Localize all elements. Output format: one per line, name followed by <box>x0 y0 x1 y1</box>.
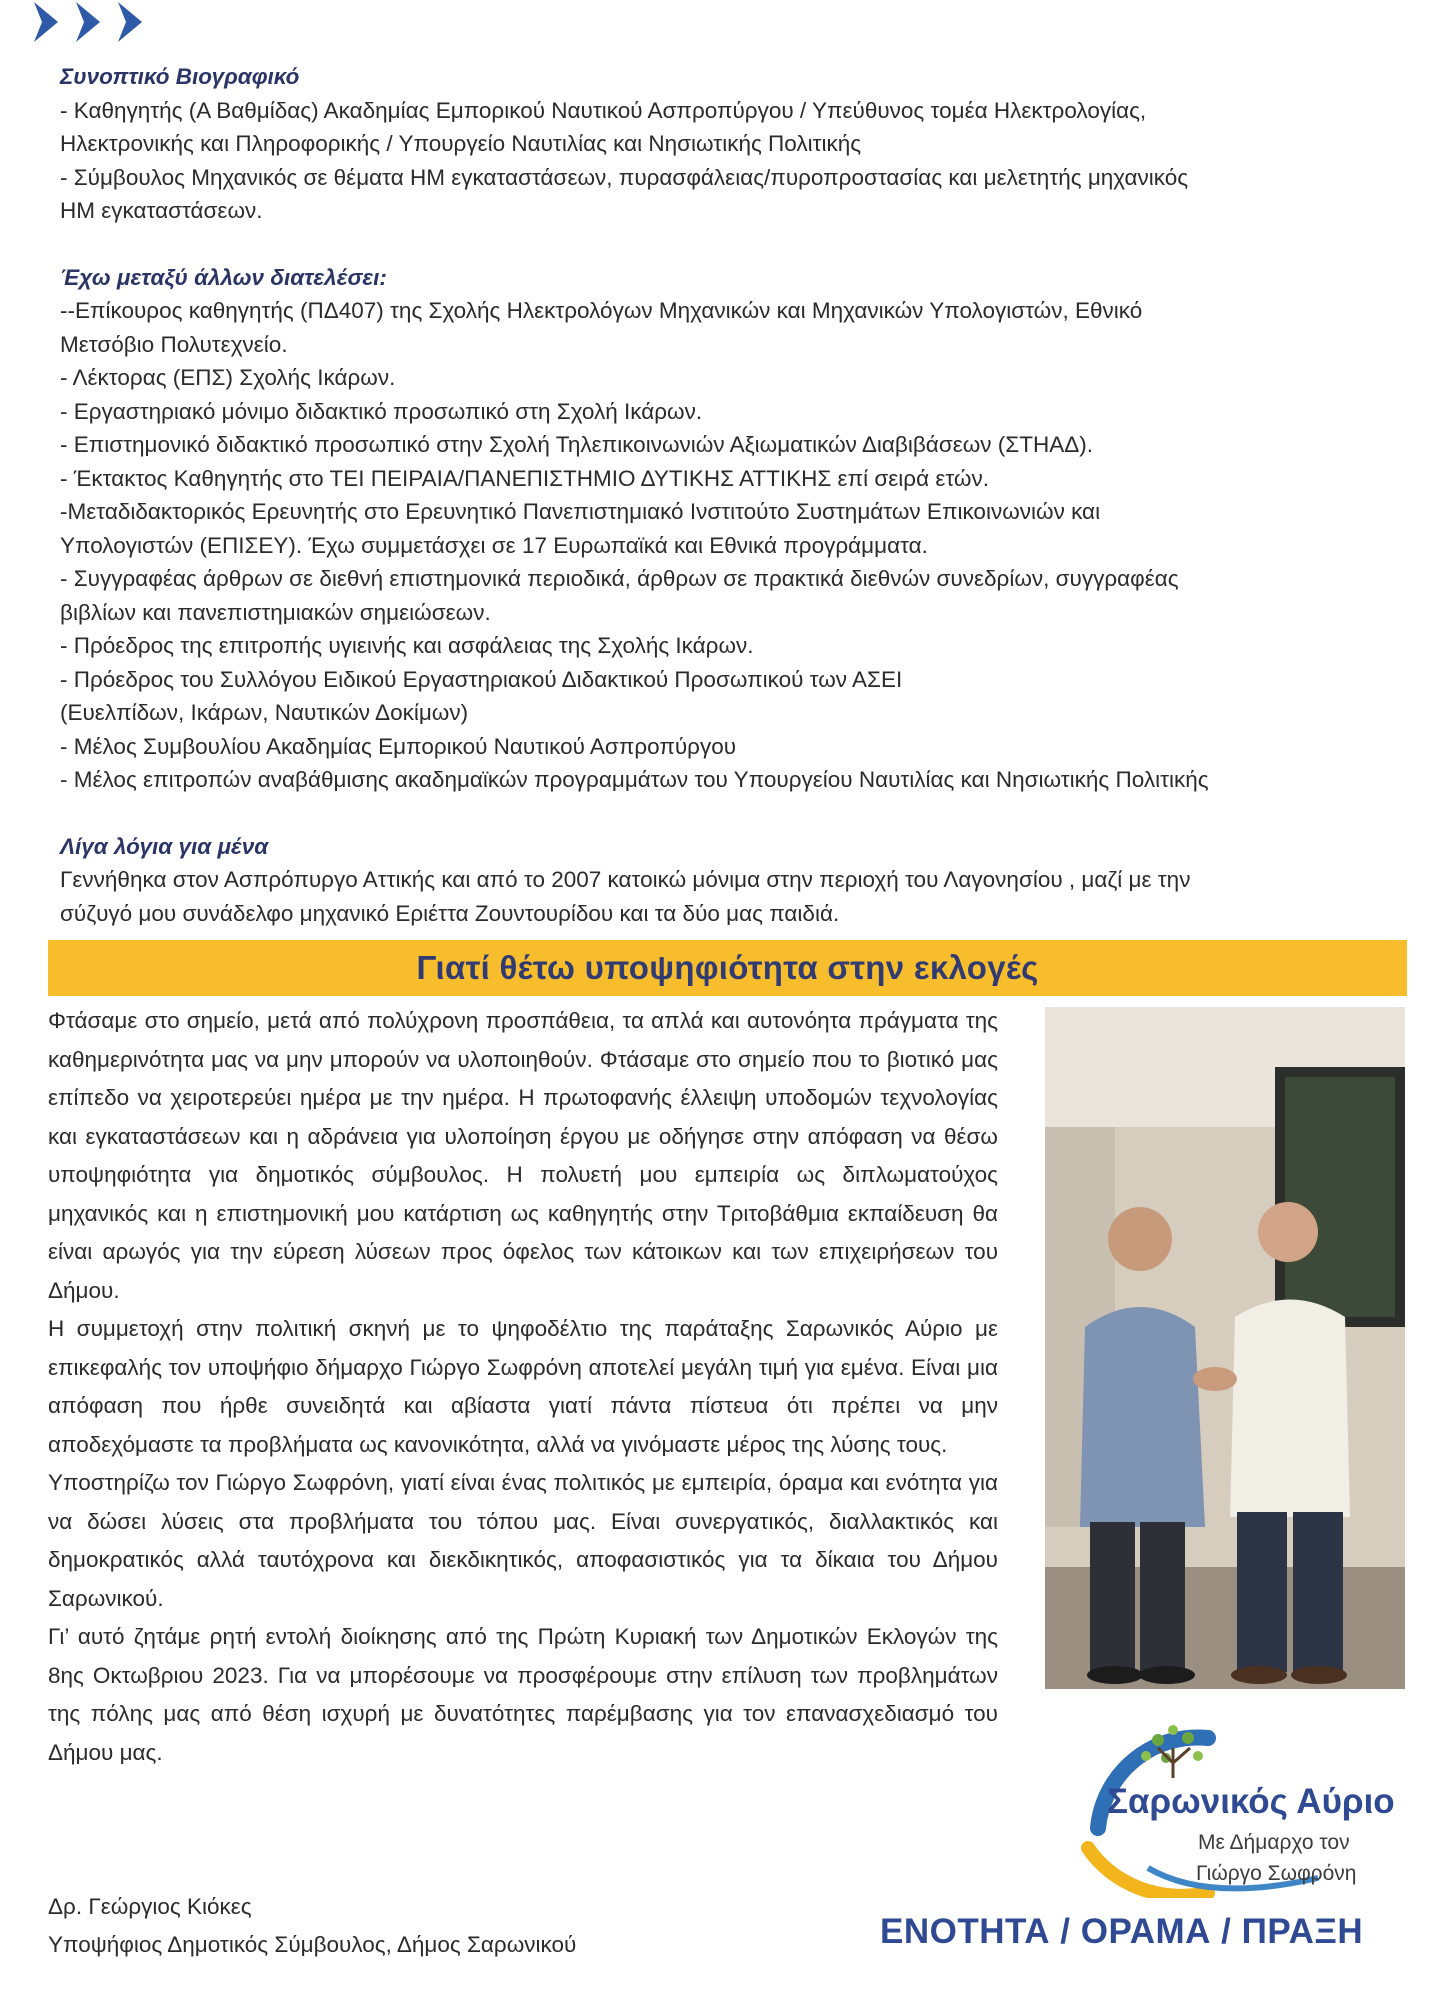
paragraph: Υποστηρίζω τον Γιώργο Σωφρόνη, γιατί είναι ένας πολιτικός με εμπειρία, όραμα και ενότητα για να δώσει λύσεις στα προβλήματα του τόπου μας. Είναι συνεργατικός, διαλλακτικός και δημοκρατικός αλλά ταυτόχρονα και διεκδικητικός, αποφασιστικός για τα δίκαια του Δήμου Σαρωνικού. <box>48 1470 998 1611</box>
candidacy-text <box>48 1002 998 1772</box>
position-line: βιβλίων και πανεπιστημιακών σημειώσεων. <box>60 599 491 625</box>
signature-name: Δρ. Γεώργιος Κιόκες <box>48 1894 252 1919</box>
about-line: σύζυγό μου συνάδελφο μηχανικό Εριέττα Ζουντουρίδου και τα δύο μας παιδιά. <box>60 900 840 926</box>
banner-title: Γιατί θέτω υποψηφιότητα στην εκλογές <box>416 949 1039 986</box>
paragraph: Φτάσαμε στο σημείο, μετά από πολύχρονη προσπάθεια, τα απλά και αυτονόητα πράγματα της καθημερινότητα μας να μην μπορούν να υλοποιηθούν. Φτάσαμε στο σημείο που το βιοτικό μας επίπεδο να χειροτερεύει ημέρα με την ημέρα. Η πρωτοφανής έλλειψη υποδομών τεχνολογίας και εγκαταστάσεων και η αδράνεια για υλοποίηση έργου με οδήγησε στην απόφαση να θέσω υποψηφιότητα για δημοτικός σύμβουλος. Η πολυετή μου εμπειρία ως διπλωματούχος μηχανικός και η επιστημονική μου κατάρτιση ως καθηγητής στην Τριτοβάθμια εκπαίδευση θα είναι αρωγός για την εύρεση λύσεων προς όφελος των κάτοικων και των επιχειρήσεων του Δήμου. <box>48 1008 998 1303</box>
signature-block <box>48 1888 576 1964</box>
handshake-photo <box>1045 1007 1405 1689</box>
section-banner <box>48 940 1407 996</box>
position-line: Μετσόβιο Πολυτεχνείο. <box>60 331 288 357</box>
position-line: Υπολογιστών (ΕΠΙΣΕΥ). Έχω συμμετάσχει σε 17 Ευρωπαϊκά και Εθνικά προγράμματα. <box>60 532 928 558</box>
logo-subtitle: Γιώργο Σωφρόνη <box>1196 1862 1357 1885</box>
position-line: - Λέκτορας (ΕΠΣ) Σχολής Ικάρων. <box>60 365 396 390</box>
signature-role: Υποψήφιος Δημοτικός Σύμβουλος, Δήμος Σαρωνικού <box>48 1932 577 1957</box>
position-line: - Πρόεδρος του Συλλόγου Ειδικού Εργαστηριακού Διδακτικού Προσωπικού των ΑΣΕΙ <box>60 666 903 692</box>
logo-subtitle: Με Δήμαρχο τον <box>1198 1831 1350 1854</box>
summary-line: ΗΜ εγκαταστάσεων. <box>60 198 263 223</box>
position-line: - Έκτακτος Καθηγητής στο ΤΕΙ ΠΕΙΡΑΙΑ/ΠΑΝΕΠΙΣΤΗΜΙΟ ΔΥΤΙΚΗΣ ΑΤΤΙΚΗΣ επί σειρά ετών. <box>60 465 989 491</box>
position-line: -Μεταδιδακτορικός Ερευνητής στο Ερευνητικό Πανεπιστημιακό Ινστιτούτο Συστημάτων Επικοινωνιών και <box>60 499 1101 524</box>
position-line: - Εργαστηριακό μόνιμο διδακτικό προσωπικό στη Σχολή Ικάρων. <box>60 398 703 424</box>
positions-heading: Έχω μεταξύ άλλων διατελέσει: <box>60 264 387 290</box>
position-line: - Επιστημονικό διδακτικό προσωπικό στην Σχολή Τηλεπικοινωνιών Αξιωματικών Διαβιβάσεων (ΣΤΗΑΔ). <box>60 432 1093 457</box>
handshake-illustration <box>1045 1007 1405 1689</box>
logo-name: Σαρωνικός Αύριο <box>1107 1782 1395 1821</box>
position-line: (Ευελπίδων, Ικάρων, Ναυτικών Δοκίμων) <box>60 700 469 725</box>
summary-line: - Καθηγητής (Α Βαθμίδας) Ακαδημίας Εμπορικού Ναυτικού Ασπροπύργου / Υπεύθυνος τομέα Ηλεκτρολογίας, <box>60 97 1147 123</box>
position-line: - Πρόεδρος της επιτροπής υγιεινής και ασφάλειας της Σχολής Ικάρων. <box>60 633 754 658</box>
position-line: --Επίκουρος καθηγητής (ΠΔ407) της Σχολής Ηλεκτρολόγων Μηχανικών και Μηχανικών Υπολογιστών, Εθνικό <box>60 298 1143 323</box>
paragraph: Η συμμετοχή στην πολιτική σκηνή με το ψηφοδέλτιο της παράταξης Σαρωνικός Αύριο με επικεφαλής τον υποψήφιο δήμαρχο Γιώργο Σωφρόνη αποτελεί μεγάλη τιμή για εμένα. Είναι μια απόφαση που ήρθε συνειδητά και αβίαστα γιατί πάντα πίστευα ότι πρέπει να μην αποδεχόμαστε τα προβλήματα ως κανονικότητα, αλλά να γινόμαστε μέρος της λύσης τους. <box>48 1316 998 1457</box>
summary-line: - Σύμβουλος Μηχανικός σε θέματα ΗΜ εγκαταστάσεων, πυρασφάλειας/πυροπροστασίας και μελετητής μηχανικός <box>60 164 1189 190</box>
summary-heading: Συνοπτικό Βιογραφικό <box>60 64 300 89</box>
about-heading: Λίγα λόγια για μένα <box>60 833 269 859</box>
bio-section <box>60 60 1380 930</box>
summary-line: Ηλεκτρονικής και Πληροφορικής / Υπουργείο Ναυτιλίας και Νησιωτικής Πολιτικής <box>60 131 862 156</box>
about-line: Γεννήθηκα στον Ασπρόπυργο Αττικής και από το 2007 κατοικώ μόνιμα στην περιοχή του Λαγονησίου , μαζί με την <box>60 867 1191 892</box>
position-line: - Μέλος Συμβουλίου Ακαδημίας Εμπορικού Ναυτικού Ασπροπύργου <box>60 733 737 759</box>
slogan: ΕΝΟΤΗΤΑ / ΟΡΑΜΑ / ΠΡΑΞΗ <box>880 1912 1364 1951</box>
chevron-arrows-icon <box>32 0 182 46</box>
position-line: - Συγγραφέας άρθρων σε διεθνή επιστημονικά περιοδικά, άρθρων σε πρακτικά διεθνών συνεδρίων, συγγραφέας <box>60 566 1179 591</box>
paragraph: Γι’ αυτό ζητάμε ρητή εντολή διοίκησης από της Πρώτη Κυριακή των Δημοτικών Εκλογών της 8ης Οκτωβριου 2023. Για να μπορέσουμε να προσφέρουμε στην επίλυση των προβλημάτων της πόλης μας από θέση ισχυρή με δυνατότητες παρέμβασης για τον επανασχεδιασμό του Δήμου μας. <box>48 1624 998 1765</box>
position-line: - Μέλος επιτροπών αναβάθμισης ακαδημαϊκών προγραμμάτων του Υπουργείου Ναυτιλίας και Νησιωτικής Πολιτικής <box>60 767 1209 792</box>
